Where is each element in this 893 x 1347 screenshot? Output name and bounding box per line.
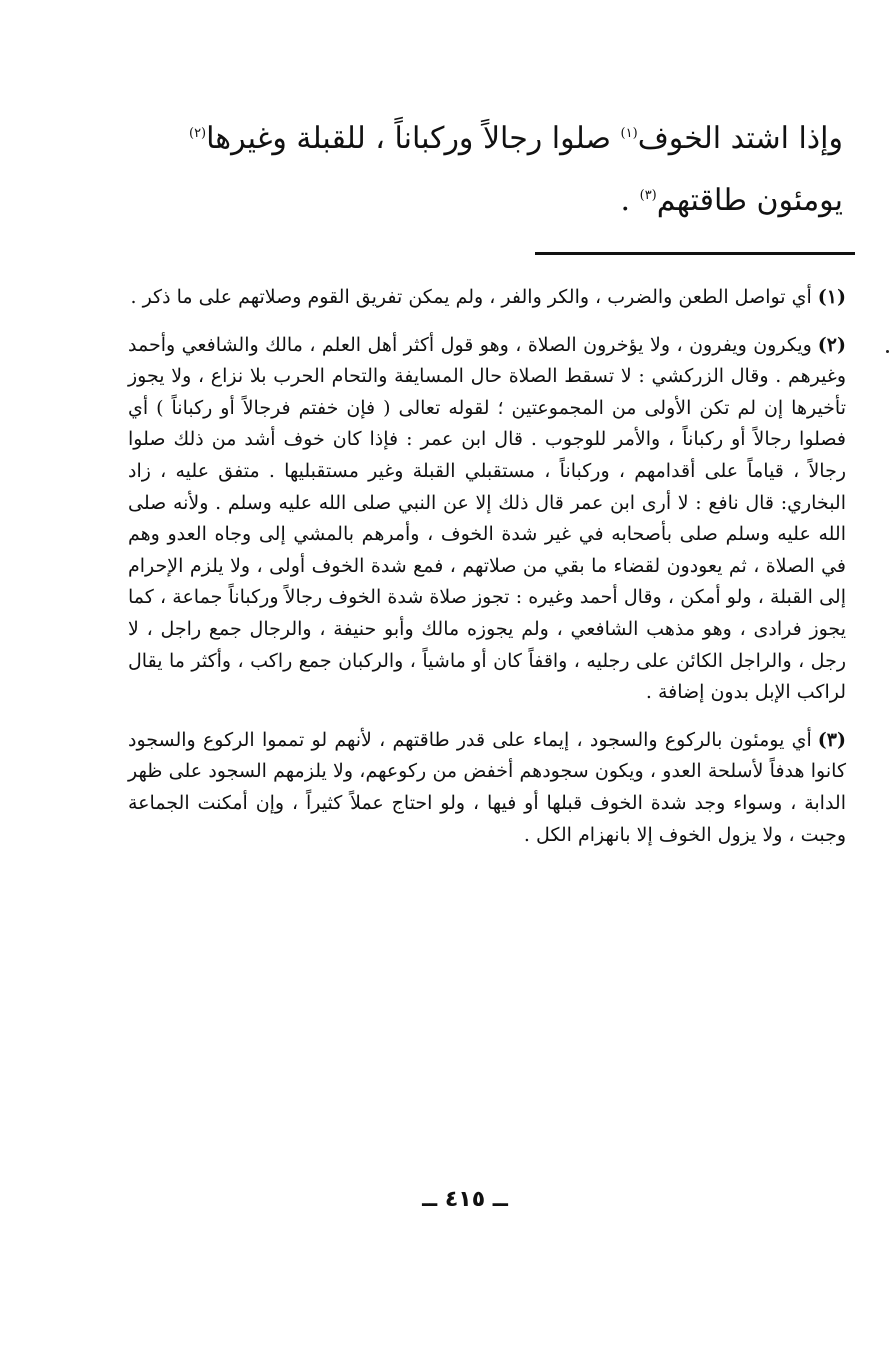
scan-speck	[886, 350, 889, 353]
footnote-reference-1: (١)	[620, 126, 638, 141]
footnote-number: (٣)	[817, 728, 846, 751]
footnote-divider	[535, 252, 855, 255]
footnote-reference-2: (٢)	[188, 126, 207, 141]
footnote-2	[128, 330, 846, 709]
main-text-part-4: .	[620, 183, 640, 218]
footnote-3	[128, 725, 846, 851]
page-number: ــ ٤١٥ ــ	[422, 1187, 508, 1212]
footnote-1	[128, 282, 846, 314]
footnote-text: ويكرون ويفرون ، ولا يؤخرون الصلاة ، وهو قول أكثر أهل العلم ، مالك والشافعي وأحمد وغيرهم . وقال الزركشي : لا تسقط الصلاة حال المسايفة والتحام الحرب بلا نزاع ، ولا يجوز تأخيرها إن لم تكن الأولى من المجموعتين ؛ لقوله تعالى ( فإن خفتم فرجالاً أو ركباناً ) أي فصلوا رجالاً أو ركباناً ، والأمر للوجوب . قال ابن عمر : فإذا كان خوف أشد من ذلك صلوا رجالاً ، قياماً على أقدامهم ، وركباناً ، مستقبلي القبلة وغير مستقبليها . متفق عليه ، زاد البخاري: قال نافع : لا أرى ابن عمر قال ذلك إلا عن النبي صلى الله عليه وسلم . ولأنه صلى الله عليه وسلم صلى بأصحابه في غير شدة الخوف ، وأمرهم بالمشي إلى وجاه العدو وهم في الصلاة ، ثم يعودون لقضاء ما بقي من صلاتهم ، فمع شدة الخوف أولى ، ولا يلزم الإحرام إلى القبلة ، ولو أمكن ، وقال أحمد وغيره : تجوز صلاة شدة الخوف رجالاً وركباناً جماعة ، كما يجوز فرادى ، وهو مذهب الشافعي ، ولم يجوزه مالك وأبو حنيفة ، والرجال جمع راجل ، لا رجل ، والراجل الكائن على رجليه ، واقفاً كان أو ماشياً ، والركبان جمع راكب ، وأكثر ما يقال لراكب الإبل بدون إضافة .	[128, 333, 846, 704]
footnote-text: أي يومئون بالركوع والسجود ، إيماء على قدر طاقتهم ، لأنهم لو تمموا الركوع والسجود كانوا هدفاً لأسلحة العدو ، ويكون سجودهم أخفض من ركوعهم، ولا يلزمهم السجود على ظهر الدابة ، وسواء وجد شدة الخوف قبلها أو فيها ، ولو احتاج عملاً كثيراً ، وإن أمكنت الجماعة وجبت ، ولا يزول الخوف إلا بانهزام الكل .	[128, 728, 846, 846]
footnote-number: (١)	[817, 286, 846, 308]
footnotes	[128, 282, 846, 867]
footnote-reference-3: (٣)	[639, 188, 657, 203]
main-text	[131, 108, 843, 232]
main-text-part-1: وإذا اشتد الخوف	[637, 121, 843, 156]
footnote-number: (٢)	[817, 333, 846, 356]
main-text-part-3: يومئون طاقتهم	[656, 183, 843, 218]
main-text-part-2: صلوا رجالاً وركباناً ، للقبلة وغيرها	[206, 121, 621, 156]
footnote-text: أي تواصل الطعن والضرب ، والكر والفر ، ولم يمكن تفريق القوم وصلاتهم على ما ذكر .	[130, 286, 812, 308]
